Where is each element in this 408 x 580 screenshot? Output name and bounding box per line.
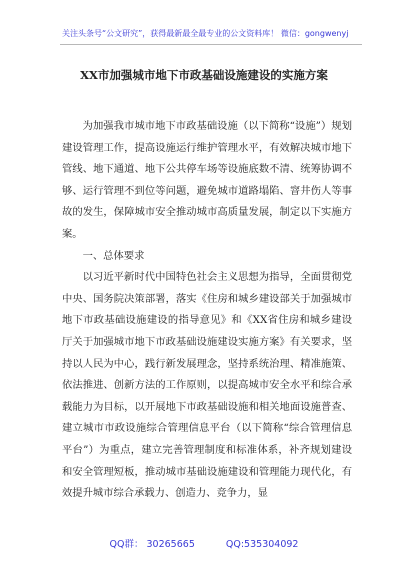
footer-qq-group: QQ群： 30265665 [109,539,195,550]
header-note: 关注头条号“公文研究”，获得最新最全最专业的公文资料库！ 微信：gongwenyj [62,29,349,38]
footer-qq: QQ:535304092 [225,539,299,550]
body-paragraph: 以习近平新时代中国特色社会主义思想为指导，全面贯彻党中央、国务院决策部署，落实《住房和城乡建设部关于加强城市地下市政基础设施建设的指导意见》和《XX省住房和城乡建设厅关于加强城市地下市政基础设施建设实施方案》有关要求，坚持以人民为中心，践行新发展理念，坚持系统治理、精准施策、依法推进、创新方法的工作原则，以提高城市安全水平和综合承载能力为目标，以开展地下市政基础设施和相关地面设施普查、建立城市市政设施综合管理信息平台（以下简称“综合管理信息平台”）为重点，建立完善管理制度和标准体系，补齐规划建设和安全管理短板，推动城市基础设施建设和管理能力现代化，有效提升城市综合承载力、创造力、竞争力，显 [62,271,352,500]
footer-contact [0,536,408,550]
document-body [62,116,352,505]
section-heading: 一、总体要求 [82,249,145,262]
intro-paragraph: 为加强我市城市地下市政基础设施（以下简称“设施”）规划建设管理工作，提高设施运行维护管理水平，有效解决城市地下管线、地下通道、地下公共停车场等设施底数不清、统筹协调不够、运行管理不到位等问题，避免城市道路塌陷、窨井伤人等事故的发生，保障城市安全推动城市高质量发展，制定以下实施方案。 [62,120,352,240]
document-title: XX市加强城市地下市政基础设施建设的实施方案 [80,68,328,82]
header-divider [60,44,362,45]
